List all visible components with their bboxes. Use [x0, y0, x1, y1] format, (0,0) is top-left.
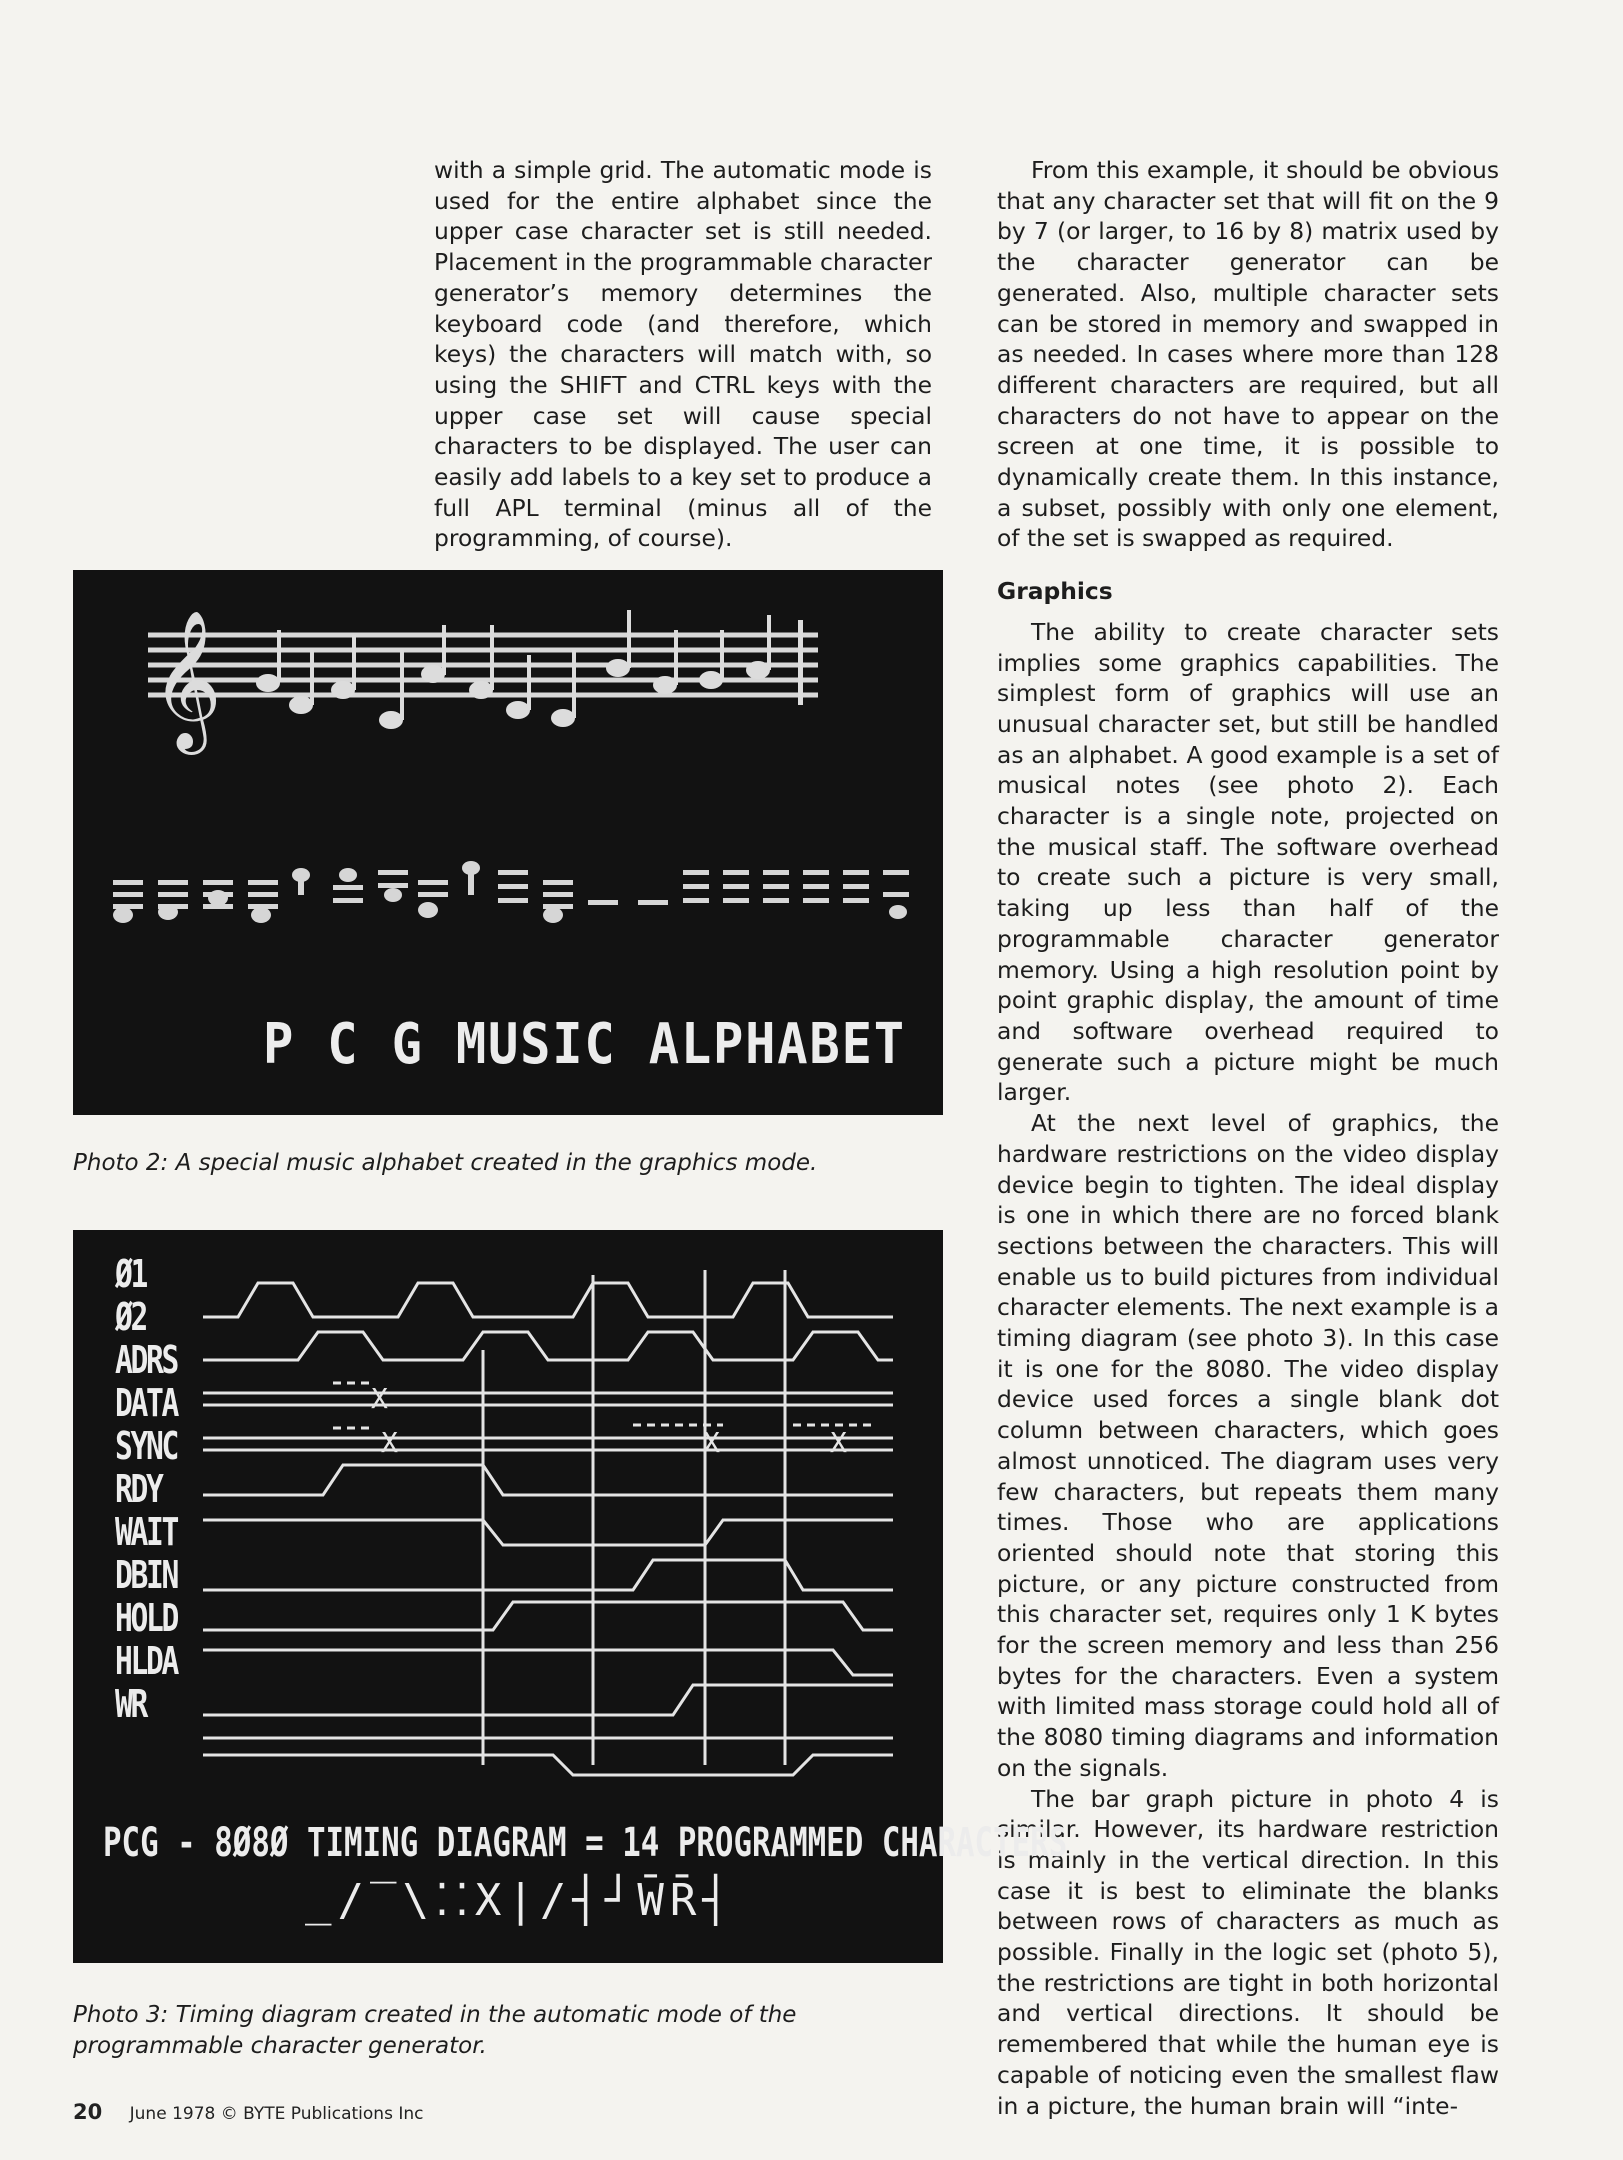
signal-label: DBIN [115, 1553, 178, 1597]
screen-title: PCG - 8Ø8Ø TIMING DIAGRAM = 14 PROGRAMMED CHARACTERS [103, 1820, 1068, 1866]
signal-label: WAIT [115, 1510, 178, 1554]
signal-label: HOLD [115, 1596, 178, 1640]
paragraph: The ability to create character sets implies some graphics capabilities. The simplest form of graphics will use an unusual character set, but still be handled as an alphabet. A good example is a set of musical notes (see photo 2). Each character is a single note, projected on the musical staff. The software overhead to create such a picture is very small, taking up less than half of the programmable character generator memory. Using a high resolution point by point graphic display, the amount of time and software overhead required to generate such a picture might be much larger. [997, 617, 1499, 1107]
signal-label: ADRS [115, 1338, 178, 1382]
paragraph: The bar graph picture in photo 4 is similar. However, its hardware restriction is mainly in the vertical direction. In this case it is best to eliminate the blanks between rows of characters as much as possible. Finally in the logic set (photo 5), the restrictions are tight in both horizontal and vertical directions. It should be remembered that while the human eye is capable of noticing even the smallest flaw in a picture, the human brain will “inte- [997, 1784, 1499, 2120]
svg-text:𝄞: 𝄞 [151, 610, 222, 749]
signal-label: SYNC [115, 1424, 178, 1468]
svg-text:X: X [703, 1426, 720, 1459]
signal-label: RDY [115, 1467, 162, 1511]
page-footer [73, 2100, 423, 2124]
paragraph: with a simple grid. The automatic mode is used for the entire alphabet since the upper case character set is still needed. Placement in the programmable character generator’s memory determines the keyboard code (and therefore, which keys) the characters will match with, so using the SHIFT and CTRL keys with the upper case set will cause special characters to be displayed. The user can easily add labels to a key set to produce a full APL terminal (minus all of the programming, of course). [434, 156, 932, 553]
svg-text:X: X [830, 1426, 847, 1459]
page-number: 20 [73, 2100, 103, 2124]
left-column-text [434, 155, 932, 554]
footer-credit: June 1978 © BYTE Publications Inc [129, 2104, 424, 2124]
paragraph: At the next level of graphics, the hardware restrictions on the video display device begin to tighten. The ideal display is one in which there are no forced blank sections between the characters. This will enable us to build pictures from individual character elements. The next example is a timing diagram (see photo 3). In this case it is one for the 8080. The video display device used forces a single blank dot column between characters, which goes almost unnoticed. The diagram uses very few characters, but repeats them many times. Those who are applications oriented should note that storing this picture, or any picture constructed from this character set, requires only 1 K bytes for the screen memory and less than 256 bytes for the characters. Even a system with limited mass storage could hold all of the 8080 timing diagrams and information on the signals. [997, 1109, 1499, 1782]
signal-label: Ø1 [115, 1252, 147, 1296]
svg-text:X: X [371, 1382, 388, 1415]
signal-label: DATA [115, 1381, 178, 1425]
right-column-text [997, 155, 1499, 2121]
signal-label: Ø2 [115, 1295, 147, 1339]
photo-caption: Photo 3: Timing diagram created in the automatic mode of the programmable character generator. [73, 2002, 797, 2059]
photo-caption: Photo 2: A special music alphabet created in the graphics mode. [73, 1150, 818, 1176]
note-character-set [113, 861, 909, 923]
photo-timing-diagram [73, 1230, 1068, 1963]
screen-title: P C G MUSIC ALPHABET [263, 1012, 906, 1077]
photo-music-alphabet [73, 570, 943, 1115]
section-heading: Graphics [997, 577, 1113, 606]
svg-text:X: X [381, 1426, 398, 1459]
paragraph: From this example, it should be obvious that any character set that will fit on the 9 by 7 (or larger, to 16 by 8) matrix used by the character generator can be generated. Also, multiple character sets can be stored in memory and swapped in as needed. In cases where more than 128 different characters are required, but all characters do not have to appear on the screen at one time, it is possible to dynamically create them. In this instance, a subset, possibly with only one element, of the set is swapped as required. [997, 156, 1499, 553]
signal-label: HLDA [115, 1639, 178, 1683]
character-set-line: _/‾\⁚⁚X|/┤┘W̄R̄┤ [305, 1875, 735, 1926]
signal-label: WR [115, 1682, 147, 1726]
